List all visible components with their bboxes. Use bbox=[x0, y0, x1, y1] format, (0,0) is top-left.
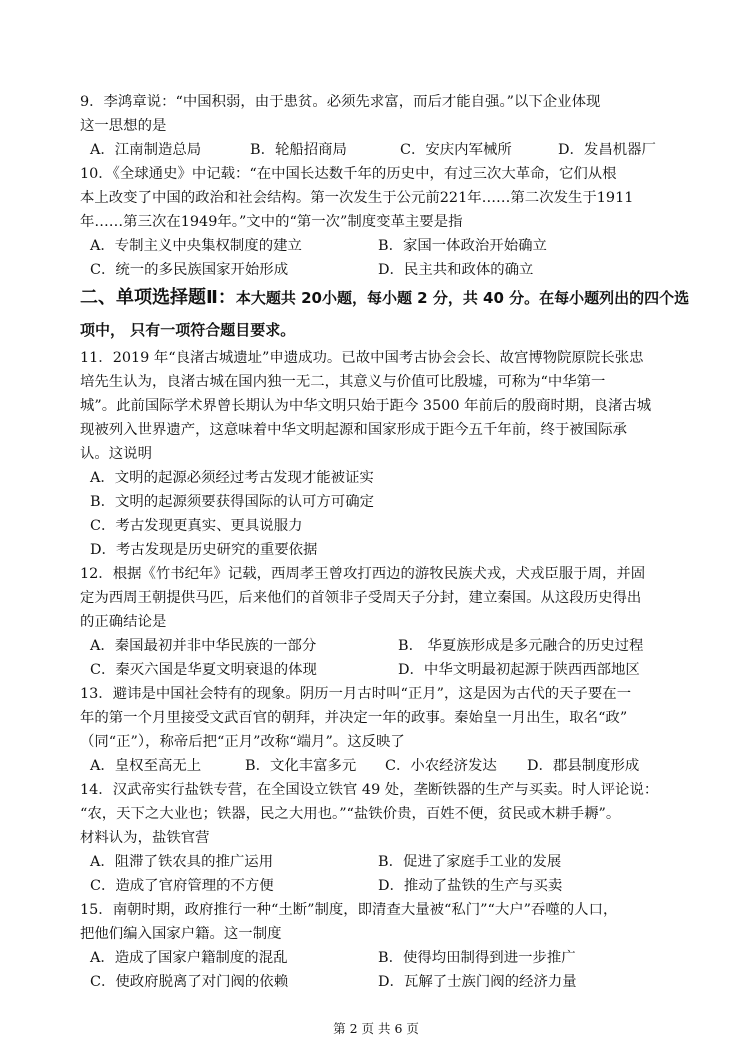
option-b: B．家国一体政治开始确立 bbox=[378, 238, 547, 254]
option-c: C．安庆内军械所 bbox=[400, 142, 512, 158]
option-c: C．造成了官府管理的不方便 bbox=[90, 878, 274, 894]
section-heading-line bbox=[80, 286, 689, 310]
option-d: D．发昌机器厂 bbox=[558, 142, 656, 158]
question-text-line: 本上改变了中国的政治和社会结构。第一次发生于公元前221年……第二次发生于1911 bbox=[80, 190, 634, 206]
option-d: D．推动了盐铁的生产与买卖 bbox=[378, 878, 563, 894]
page-number-footer: 第 2 页 共 6 页 bbox=[333, 1021, 419, 1036]
option-d: D．民主共和政体的确立 bbox=[378, 262, 534, 278]
question-text-line: 13．避讳是中国社会特有的现象。阴历一月古时叫“正月”，这是因为古代的天子要在一 bbox=[80, 686, 632, 702]
question-text-line: 15．南朝时期，政府推行一种“土断”制度，即清查大量被“私门”“大户”吞噬的人口， bbox=[80, 902, 618, 918]
question-text-line: 认。这说明 bbox=[80, 446, 152, 462]
option-a: A．皇权至高无上 bbox=[90, 758, 202, 774]
question-text-line: 12．根据《竹书纪年》记载，西周孝王曾攻打西边的游牧民族犬戎，犬戎臣服于周，并固 bbox=[80, 566, 646, 582]
question-text-line: 把他们编入国家户籍。这一制度 bbox=[80, 926, 282, 942]
option-a: A．阻滞了铁农具的推广运用 bbox=[90, 854, 274, 870]
option-c: C．统一的多民族国家开始形成 bbox=[90, 262, 289, 278]
question-text-line: 年的第一个月里接受文武百官的朝拜，并决定一年的政事。秦始皇一月出生，取名“政” bbox=[80, 710, 628, 726]
option-a: A．文明的起源必须经过考古发现才能被证实 bbox=[90, 470, 374, 486]
question-text-line: 培先生认为，良渚古城在国内独一无二，其意义与价值可比殷墟，可称为“中华第一 bbox=[80, 374, 606, 390]
option-d: D．郡县制度形成 bbox=[527, 758, 640, 774]
option-d: D．考古发现是历史研究的重要依据 bbox=[90, 542, 318, 558]
question-text-line: 定为西周王朝提供马匹，后来他们的首领非子受周天子分封，建立秦国。从这段历史得出 bbox=[80, 590, 642, 606]
question-text-line: 10．《全球通史》中记载：“在中国长达数千年的历史中，有过三次大革命，它们从根 bbox=[80, 166, 617, 182]
question-text-line: 14．汉武帝实行盐铁专营，在全国设立铁官 49 处，垄断铁器的生产与买卖。时人评论说： bbox=[80, 782, 659, 798]
section-description: 本大题共 20小题，每小题 2 分，共 40 分。在每小题列出的四个选 bbox=[235, 289, 690, 307]
option-a: A．专制主义中央集权制度的建立 bbox=[90, 238, 302, 254]
option-c: C．使政府脱离了对门阀的依赖 bbox=[90, 974, 289, 990]
question-text-line: 的正确结论是 bbox=[80, 614, 167, 630]
option-c: C．秦灭六国是华夏文明衰退的体现 bbox=[90, 662, 317, 678]
option-c: C．小农经济发达 bbox=[385, 758, 497, 774]
option-b: B．文明的起源须要获得国际的认可方可确定 bbox=[90, 494, 374, 510]
section-description: 项中， 只有一项符合题目要求。 bbox=[80, 321, 296, 339]
option-d: D．瓦解了士族门阀的经济力量 bbox=[378, 974, 577, 990]
option-b: B．文化丰富多元 bbox=[245, 758, 357, 774]
option-c: C．考古发现更真实、更具说服力 bbox=[90, 518, 303, 534]
section-title: 二、单项选择题Ⅱ： bbox=[80, 287, 236, 308]
option-b: B．促进了家庭手工业的发展 bbox=[378, 854, 562, 870]
question-text-line: 这一思想的是 bbox=[80, 118, 167, 134]
option-b: B．使得均田制得到进一步推广 bbox=[378, 950, 576, 966]
question-text-line: 材料认为，盐铁官营 bbox=[80, 830, 210, 846]
question-text-line: “农，天下之大业也；铁器，民之大用也。”“盐铁价贵，百姓不便，贫民或木耕手耨”。 bbox=[80, 806, 621, 822]
question-text-line: （同“正”），称帝后把“正月”改称“端月”。这反映了 bbox=[80, 734, 405, 750]
question-text-line: 9．李鸿章说：“中国积弱，由于患贫。必须先求富，而后才能自强。”以下企业体现 bbox=[80, 94, 601, 110]
option-a: A．秦国最初并非中华民族的一部分 bbox=[90, 638, 317, 654]
option-a: A．造成了国家户籍制度的混乱 bbox=[90, 950, 288, 966]
option-b: B． 华夏族形成是多元融合的历史过程 bbox=[398, 638, 644, 654]
question-text-line: 年……第三次在1949年。”文中的“第一次”制度变革主要是指 bbox=[80, 214, 463, 230]
option-d: D．中华文明最初起源于陕西西部地区 bbox=[398, 662, 640, 678]
option-a: A．江南制造总局 bbox=[90, 142, 202, 158]
question-text-line: 11．2019 年“良渚古城遗址”申遗成功。已故中国考古协会会长、故宫博物院原院长张忠 bbox=[80, 350, 644, 366]
option-b: B．轮船招商局 bbox=[250, 142, 347, 158]
question-text-line: 城”。此前国际学术界曾长期认为中华文明只始于距今 3500 年前后的殷商时期，良渚古城 bbox=[80, 398, 652, 414]
question-text-line: 现被列入世界遗产，这意味着中华文明起源和国家形成于距今五千年前，终于被国际承 bbox=[80, 422, 627, 438]
